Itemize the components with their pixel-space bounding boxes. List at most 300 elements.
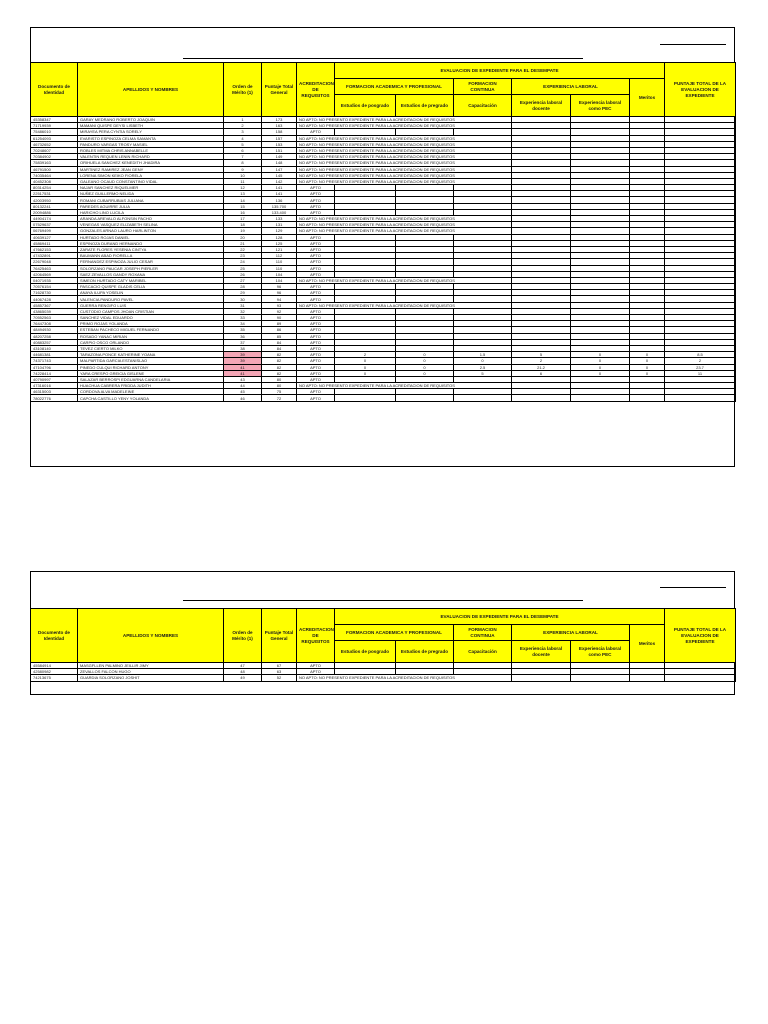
header-names: APELLIDOS Y NOMBRES: [78, 609, 224, 663]
name-cell: ANAYA ILUPA YOSELIN: [78, 290, 224, 296]
puntaje-cell: 147: [262, 166, 297, 172]
header-estudios-pregrado: Estudios de pregrado: [396, 641, 454, 663]
name-cell: GONZALES ARNAO LAURO HARLINTON: [78, 228, 224, 234]
status-note-cell: NO APTO: NO PRESENTO EXPEDIENTE PARA LA ACREDITACION DE REQUISITOS: [297, 277, 512, 283]
eval-cell: 6: [512, 370, 571, 376]
eval-cell: [512, 395, 571, 401]
name-cell: SIMEON HURTADO CATY MARIBEL: [78, 277, 224, 283]
table-row: [31, 395, 736, 401]
name-cell: YARA CRESPO GREICIA GISLENE: [78, 370, 224, 376]
eval-cell: [665, 675, 736, 681]
status-note-cell: NO APTO: NO PRESENTO EXPEDIENTE PARA LA ACREDITACION DE REQUISITOS: [297, 216, 512, 222]
puntaje-cell: 80: [262, 383, 297, 389]
status-cell: APTO: [297, 265, 335, 271]
puntaje-cell: 104: [262, 271, 297, 277]
name-cell: MARTINEZ RAMIREZ JEAN GENY: [78, 166, 224, 172]
header-puntaje: Puntaje Total General: [262, 609, 297, 663]
puntaje-cell: 96: [262, 290, 297, 296]
header-formacion-academica: FORMACION ACADEMICA Y PROFESIONAL: [335, 79, 454, 95]
header-acreditacion: ACREDITACION DE REQUISITOS: [297, 609, 335, 663]
puntaje-cell: 148: [262, 160, 297, 166]
orden-cell: 5: [224, 141, 262, 147]
header-capacitacion: Capacitación: [454, 641, 512, 663]
doc-id-cell: 47316016: [31, 383, 78, 389]
name-cell: SAEZ ZEVALLOS GANDY ROXANA: [78, 271, 224, 277]
puntaje-cell: 82: [262, 352, 297, 358]
header-puntaje: Puntaje Total General: [262, 63, 297, 117]
title-underline: [183, 58, 583, 59]
status-cell: APTO: [297, 209, 335, 215]
orden-cell: 28: [224, 284, 262, 290]
name-cell: BAUMANN ABAD FIORELLA: [78, 253, 224, 259]
eval-cell: 0: [335, 358, 396, 364]
doc-id-cell: 71719939: [31, 123, 78, 129]
puntaje-cell: 86: [262, 327, 297, 333]
doc-id-cell: 46315003: [31, 389, 78, 395]
header-evaluacion: EVALUACION DE EXPEDIENTE PARA EL DESEMPATE: [335, 609, 665, 625]
header-puntaje-eval: PUNTAJE TOTAL DE LA EVALUACION DE EXPEDIENTE: [665, 609, 736, 663]
puntaje-cell: 133.400: [262, 209, 297, 215]
doc-id-cell: 04071935: [31, 277, 78, 283]
doc-id-cell: 42064569: [31, 271, 78, 277]
status-cell: APTO: [297, 197, 335, 203]
orden-cell: 13: [224, 191, 262, 197]
status-cell: APTO: [297, 246, 335, 252]
doc-id-cell: 70384902: [31, 154, 78, 160]
puntaje-cell: 82: [262, 358, 297, 364]
header-doc-id: Documento de Identidad: [31, 63, 78, 117]
status-cell: APTO: [297, 364, 335, 370]
header-experiencia-laboral: EXPERIENCIA LABORAL: [512, 625, 630, 641]
doc-id-cell: 74035464: [31, 172, 78, 178]
status-note-cell: NO APTO: NO PRESENTO EXPEDIENTE PARA LA ACREDITACION DE REQUISITOS: [297, 166, 512, 172]
doc-id-cell: 40883257: [31, 339, 78, 345]
doc-id-cell: 45584914: [31, 663, 78, 669]
orden-cell: 27: [224, 277, 262, 283]
orden-cell: 33: [224, 315, 262, 321]
header-puntaje-eval: PUNTAJE TOTAL DE LA EVALUACION DE EXPEDIENTE: [665, 63, 736, 117]
orden-cell: 22: [224, 246, 262, 252]
eval-cell: 23.7: [665, 364, 736, 370]
eval-cell: 0: [571, 352, 630, 358]
orden-cell: 12: [224, 185, 262, 191]
name-cell: PASCACIO QUISPE GLADIS CELIA: [78, 284, 224, 290]
eval-cell: 2: [512, 358, 571, 364]
date-underline: [660, 44, 726, 45]
name-cell: ZARATE FLORES YESENIA CINTYA: [78, 246, 224, 252]
header-orden: Orden de Mérito (1): [224, 63, 262, 117]
status-cell: APTO: [297, 321, 335, 327]
orden-cell: 14: [224, 197, 262, 203]
orden-cell: 16: [224, 209, 262, 215]
puntaje-cell: 129: [262, 228, 297, 234]
status-note-cell: NO APTO: NO PRESENTO EXPEDIENTE PARA LA ACREDITACION DE REQUISITOS: [297, 154, 512, 160]
orden-cell: 21: [224, 240, 262, 246]
header-formacion-continua: FORMACION CONTINUA: [454, 79, 512, 95]
doc-id-cell: 61254093: [31, 135, 78, 141]
table-body-1: [31, 117, 736, 402]
doc-id-cell: 75486010: [31, 129, 78, 135]
status-cell: APTO: [297, 290, 335, 296]
puntaje-cell: 121: [262, 246, 297, 252]
puntaje-cell: 82: [262, 364, 297, 370]
status-cell: APTO: [297, 253, 335, 259]
name-cell: ROBLES MITMA CHRIS ANNABELLE: [78, 147, 224, 153]
eval-cell: [454, 395, 512, 401]
puntaje-cell: 133: [262, 216, 297, 222]
status-cell: APTO: [297, 370, 335, 376]
name-cell: ORIHUELA SANCHEZ KENEDITH JHADIRA: [78, 160, 224, 166]
orden-cell: 43: [224, 376, 262, 382]
puntaje-cell: 145: [262, 172, 297, 178]
doc-id-cell: 44681381: [31, 352, 78, 358]
orden-cell: 2: [224, 123, 262, 129]
doc-id-cell: 44067428: [31, 296, 78, 302]
puntaje-cell: 72: [262, 395, 297, 401]
status-note-cell: NO APTO: NO PRESENTO EXPEDIENTE PARA LA ACREDITACION DE REQUISITOS: [297, 302, 512, 308]
puntaje-cell: 85: [262, 333, 297, 339]
eval-cell: 21.2: [512, 364, 571, 370]
header-meritos: Meritos: [630, 625, 665, 663]
orden-cell: 6: [224, 147, 262, 153]
puntaje-cell: 92: [262, 308, 297, 314]
doc-id-cell: 06769499: [31, 228, 78, 234]
status-note-cell: NO APTO: NO PRESENTO EXPEDIENTE PARA LA ACREDITACION DE REQUISITOS: [297, 141, 512, 147]
status-cell: APTO: [297, 284, 335, 290]
name-cell: MIRAYEA PERA CYNTIA SORELY: [78, 129, 224, 135]
doc-id-cell: 45857367: [31, 302, 78, 308]
orden-cell: 19: [224, 228, 262, 234]
name-cell: ARANDA AREVALO ALFONSIN PACHO: [78, 216, 224, 222]
orden-cell: 20: [224, 234, 262, 240]
name-cell: LORENA SIMON KEIKO FIORELA: [78, 172, 224, 178]
header-exp-docente: Experiencia laboral docente: [512, 95, 571, 117]
status-cell: APTO: [297, 358, 335, 364]
eval-cell: 0: [630, 364, 665, 370]
date-underline: [660, 587, 726, 588]
status-cell: APTO: [297, 669, 335, 675]
name-cell: CAPCHA CASTILLO YENY YOLANDA: [78, 395, 224, 401]
name-cell: ESTEBAN PACHECO MIGUEL FERNANDO: [78, 327, 224, 333]
header-exp-pec: Experiencia laboral como PEC: [571, 641, 630, 663]
name-cell: PINEDO CULQUI RICHARD ANTONY: [78, 364, 224, 370]
puntaje-cell: 84: [262, 345, 297, 351]
orden-cell: 31: [224, 302, 262, 308]
orden-cell: 30: [224, 296, 262, 302]
doc-id-cell: 48207258: [31, 333, 78, 339]
name-cell: HURTADO ROJAS DANIEL: [78, 234, 224, 240]
eval-cell: [630, 675, 665, 681]
doc-id-cell: 47104796: [31, 364, 78, 370]
puntaje-cell: 135.700: [262, 203, 297, 209]
title-underline: [183, 600, 583, 601]
status-cell: APTO: [297, 203, 335, 209]
orden-cell: 17: [224, 216, 262, 222]
doc-id-cell: 76447308: [31, 321, 78, 327]
orden-cell: 39: [224, 352, 262, 358]
header-orden: Orden de Mérito (1): [224, 609, 262, 663]
puntaje-cell: 153: [262, 141, 297, 147]
results-table-2: [30, 608, 736, 682]
puntaje-cell: 89: [262, 321, 297, 327]
status-cell: APTO: [297, 129, 335, 135]
doc-id-cell: 48494930: [31, 327, 78, 333]
orden-cell: 44: [224, 383, 262, 389]
name-cell: ROSADO YANAC MIRIAN: [78, 333, 224, 339]
header-evaluacion: EVALUACION DE EXPEDIENTE PARA EL DESEMPATE: [335, 63, 665, 79]
status-cell: APTO: [297, 296, 335, 302]
status-note-cell: NO APTO: NO PRESENTO EXPEDIENTE PARA LA ACREDITACION DE REQUISITOS: [297, 147, 512, 153]
orden-cell: 45: [224, 389, 262, 395]
eval-cell: 2: [335, 352, 396, 358]
orden-cell: 8: [224, 160, 262, 166]
header-acreditacion: ACREDITACION DE REQUISITOS: [297, 63, 335, 117]
doc-id-cell: 42003950: [31, 197, 78, 203]
name-cell: TARAZONA PONCE KATHERINE YOANA: [78, 352, 224, 358]
status-note-cell: NO APTO: NO PRESENTO EXPEDIENTE PARA LA ACREDITACION DE REQUISITOS: [297, 222, 512, 228]
header-doc-id: Documento de Identidad: [31, 609, 78, 663]
eval-cell: [396, 395, 454, 401]
eval-cell: 0: [571, 370, 630, 376]
puntaje-cell: 136: [262, 197, 297, 203]
status-cell: APTO: [297, 395, 335, 401]
puntaje-cell: 141: [262, 191, 297, 197]
puntaje-cell: 141: [262, 185, 297, 191]
name-cell: EVARISTO ESPINOZA CELMA SAMANTA: [78, 135, 224, 141]
orden-cell: 41: [224, 364, 262, 370]
name-cell: MALPARTIDA GARCIA ESTANISLAO: [78, 358, 224, 364]
puntaje-cell: 163: [262, 123, 297, 129]
name-cell: GUERRA RENGIFO LUIS: [78, 302, 224, 308]
status-cell: APTO: [297, 663, 335, 669]
status-note-cell: NO APTO: NO PRESENTO EXPEDIENTE PARA LA ACREDITACION DE REQUISITOS: [297, 117, 512, 123]
puntaje-cell: 112: [262, 253, 297, 259]
orden-cell: 3: [224, 129, 262, 135]
puntaje-cell: 149: [262, 154, 297, 160]
doc-id-cell: 07529637: [31, 222, 78, 228]
doc-id-cell: 80314254: [31, 185, 78, 191]
doc-id-cell: 40639127: [31, 234, 78, 240]
eval-cell: 0: [396, 364, 454, 370]
eval-cell: 2.5: [454, 364, 512, 370]
eval-cell: [335, 395, 396, 401]
puntaje-cell: 84: [262, 339, 297, 345]
name-cell: NAJAR SANCHEZ RIQUELMER: [78, 185, 224, 191]
orden-cell: 15: [224, 203, 262, 209]
name-cell: VALENTIN REQUEN LENIN RICHARD: [78, 154, 224, 160]
eval-cell: [571, 395, 630, 401]
status-cell: APTO: [297, 345, 335, 351]
puntaje-cell: 158: [262, 129, 297, 135]
header-capacitacion: Capacitación: [454, 95, 512, 117]
orden-cell: 49: [224, 675, 262, 681]
name-cell: PAREDES AGUIRRE JULIA: [78, 203, 224, 209]
puntaje-cell: 96: [262, 284, 297, 290]
orden-cell: 46: [224, 395, 262, 401]
name-cell: GALEANO OCAUD CONSTANTINO VIDAL: [78, 178, 224, 184]
puntaje-cell: 131: [262, 222, 297, 228]
eval-cell: [665, 395, 736, 401]
doc-id-cell: 71628730: [31, 290, 78, 296]
header-formacion-academica: FORMACION ACADEMICA Y PROFESIONAL: [335, 625, 454, 641]
name-cell: SALAZAR BERROSPI EDGUARNA CANDELARIA: [78, 376, 224, 382]
header-estudios-posgrado: Estudios de posgrado: [335, 95, 396, 117]
orden-cell: 29: [224, 290, 262, 296]
eval-cell: 0: [454, 358, 512, 364]
doc-id-cell: 70552563: [31, 315, 78, 321]
name-cell: VENEGAS VASQUEZ ELIZABETH SELINA: [78, 222, 224, 228]
status-note-cell: NO APTO: NO PRESENTO EXPEDIENTE PARA LA ACREDITACION DE REQUISITOS: [297, 135, 512, 141]
orden-cell: 34: [224, 321, 262, 327]
puntaje-cell: 104: [262, 277, 297, 283]
eval-cell: 11: [665, 370, 736, 376]
name-cell: HARICHO LINO LUCILA: [78, 209, 224, 215]
puntaje-cell: 157: [262, 135, 297, 141]
orden-cell: 11: [224, 178, 262, 184]
puntaje-cell: 94: [262, 296, 297, 302]
puntaje-cell: 110: [262, 259, 297, 265]
puntaje-cell: 142: [262, 178, 297, 184]
doc-id-cell: 74228414: [31, 370, 78, 376]
orden-cell: 1: [224, 117, 262, 123]
eval-cell: 0: [571, 358, 630, 364]
orden-cell: 9: [224, 166, 262, 172]
status-note-cell: NO APTO: NO PRESENTO EXPEDIENTE PARA LA ACREDITACION DE REQUISITOS: [297, 228, 512, 234]
status-cell: APTO: [297, 185, 335, 191]
eval-cell: 8.5: [665, 352, 736, 358]
header-meritos: Meritos: [630, 79, 665, 117]
status-note-cell: NO APTO: NO PRESENTO EXPEDIENTE PARA LA ACREDITACION DE REQUISITOS: [297, 172, 512, 178]
header-exp-pec: Experiencia laboral como PEC: [571, 95, 630, 117]
doc-id-cell: 40452308: [31, 178, 78, 184]
status-cell: APTO: [297, 271, 335, 277]
status-note-cell: NO APTO: NO PRESENTO EXPEDIENTE PARA LA ACREDITACION DE REQUISITOS: [297, 675, 512, 681]
orden-cell: 48: [224, 669, 262, 675]
name-cell: NUÑEZ GUILLERMO NELIDA: [78, 191, 224, 197]
eval-cell: 0: [335, 370, 396, 376]
status-cell: APTO: [297, 259, 335, 265]
status-cell: APTO: [297, 376, 335, 382]
name-cell: FERNANDEZ ESPINOZA JULIO CESAR: [78, 259, 224, 265]
orden-cell: 38: [224, 345, 262, 351]
puntaje-cell: 93: [262, 302, 297, 308]
status-cell: APTO: [297, 389, 335, 395]
orden-cell: 36: [224, 333, 262, 339]
name-cell: CARPIO OSCO ORLANDO: [78, 339, 224, 345]
eval-cell: 0: [335, 364, 396, 370]
name-cell: HUACHUA CABRERA FRIDDA JUDITH: [78, 383, 224, 389]
status-note-cell: NO APTO: NO PRESENTO EXPEDIENTE PARA LA ACREDITACION DE REQUISITOS: [297, 123, 512, 129]
status-note-cell: NO APTO: NO PRESENTO EXPEDIENTE PARA LA ACREDITACION DE REQUISITOS: [297, 383, 512, 389]
status-cell: APTO: [297, 339, 335, 345]
status-note-cell: NO APTO: NO PRESENTO EXPEDIENTE PARA LA ACREDITACION DE REQUISITOS: [297, 160, 512, 166]
puntaje-cell: 90: [262, 315, 297, 321]
eval-cell: 0: [630, 358, 665, 364]
name-cell: PANDURO VARGAS TROSY MASIEL: [78, 141, 224, 147]
orden-cell: 18: [224, 222, 262, 228]
orden-cell: 26: [224, 271, 262, 277]
doc-id-cell: 22679048: [31, 259, 78, 265]
doc-id-cell: 75839163: [31, 160, 78, 166]
name-cell: MASGFLLEN PALMINO JEILLIR JIMY: [78, 663, 224, 669]
table-row: [31, 675, 736, 681]
doc-id-cell: 45358347: [31, 117, 78, 123]
doc-id-cell: 78022776: [31, 395, 78, 401]
eval-cell: [571, 675, 630, 681]
doc-id-cell: 45869411: [31, 240, 78, 246]
orden-cell: 24: [224, 259, 262, 265]
orden-cell: 25: [224, 265, 262, 271]
puntaje-cell: 75: [262, 389, 297, 395]
puntaje-cell: 173: [262, 117, 297, 123]
status-cell: APTO: [297, 191, 335, 197]
doc-id-cell: 44904174: [31, 216, 78, 222]
table-body-2: [31, 663, 736, 682]
eval-cell: 0: [630, 370, 665, 376]
orden-cell: 7: [224, 154, 262, 160]
status-cell: APTO: [297, 234, 335, 240]
orden-cell: 10: [224, 172, 262, 178]
doc-id-cell: 80132241: [31, 203, 78, 209]
doc-id-cell: 47432891: [31, 253, 78, 259]
orden-cell: 41: [224, 370, 262, 376]
status-cell: APTO: [297, 240, 335, 246]
name-cell: ZEVALLOS FALCON HUGO: [78, 669, 224, 675]
doc-id-cell: 70576154: [31, 284, 78, 290]
puntaje-cell: 128: [262, 234, 297, 240]
orden-cell: 35: [224, 327, 262, 333]
doc-id-cell: 70248607: [31, 147, 78, 153]
results-table-1: [30, 62, 736, 402]
orden-cell: 32: [224, 308, 262, 314]
doc-id-cell: 43108140: [31, 345, 78, 351]
header-experiencia-laboral: EXPERIENCIA LABORAL: [512, 79, 630, 95]
status-cell: APTO: [297, 315, 335, 321]
status-cell: APTO: [297, 352, 335, 358]
eval-cell: 5: [454, 370, 512, 376]
puntaje-cell: 110: [262, 265, 297, 271]
eval-cell: 1.5: [454, 352, 512, 358]
orden-cell: 4: [224, 135, 262, 141]
name-cell: ESPINOZA DURAND HERNANDO: [78, 240, 224, 246]
status-note-cell: NO APTO: NO PRESENTO EXPEDIENTE PARA LA ACREDITACION DE REQUISITOS: [297, 178, 512, 184]
name-cell: CUSTODIO CAMPOS JHOAN CRISTIAN: [78, 308, 224, 314]
puntaje-cell: 52: [262, 675, 297, 681]
name-cell: MAMANI QUISPE DEYSI LISBETH: [78, 123, 224, 129]
doc-id-cell: 46732652: [31, 141, 78, 147]
doc-id-cell: 76425463: [31, 265, 78, 271]
name-cell: GUARDIA SOLORZANO JOSHIT: [78, 675, 224, 681]
eval-cell: 0: [396, 370, 454, 376]
orden-cell: 47: [224, 663, 262, 669]
puntaje-cell: 82: [262, 370, 297, 376]
doc-id-cell: 22517531: [31, 191, 78, 197]
eval-cell: [630, 395, 665, 401]
orden-cell: 37: [224, 339, 262, 345]
doc-id-cell: 43865039: [31, 308, 78, 314]
doc-id-cell: 42580982: [31, 669, 78, 675]
puntaje-cell: 151: [262, 147, 297, 153]
status-cell: APTO: [297, 308, 335, 314]
doc-id-cell: 74213675: [31, 675, 78, 681]
puntaje-cell: 80: [262, 376, 297, 382]
orden-cell: 23: [224, 253, 262, 259]
name-cell: TEVEZ CIERTO MILKO: [78, 345, 224, 351]
doc-id-cell: 20094886: [31, 209, 78, 215]
doc-id-cell: 74371743: [31, 358, 78, 364]
name-cell: GARAY MEDRANO ROBERTO JOAQUIN: [78, 117, 224, 123]
eval-cell: 5: [512, 352, 571, 358]
